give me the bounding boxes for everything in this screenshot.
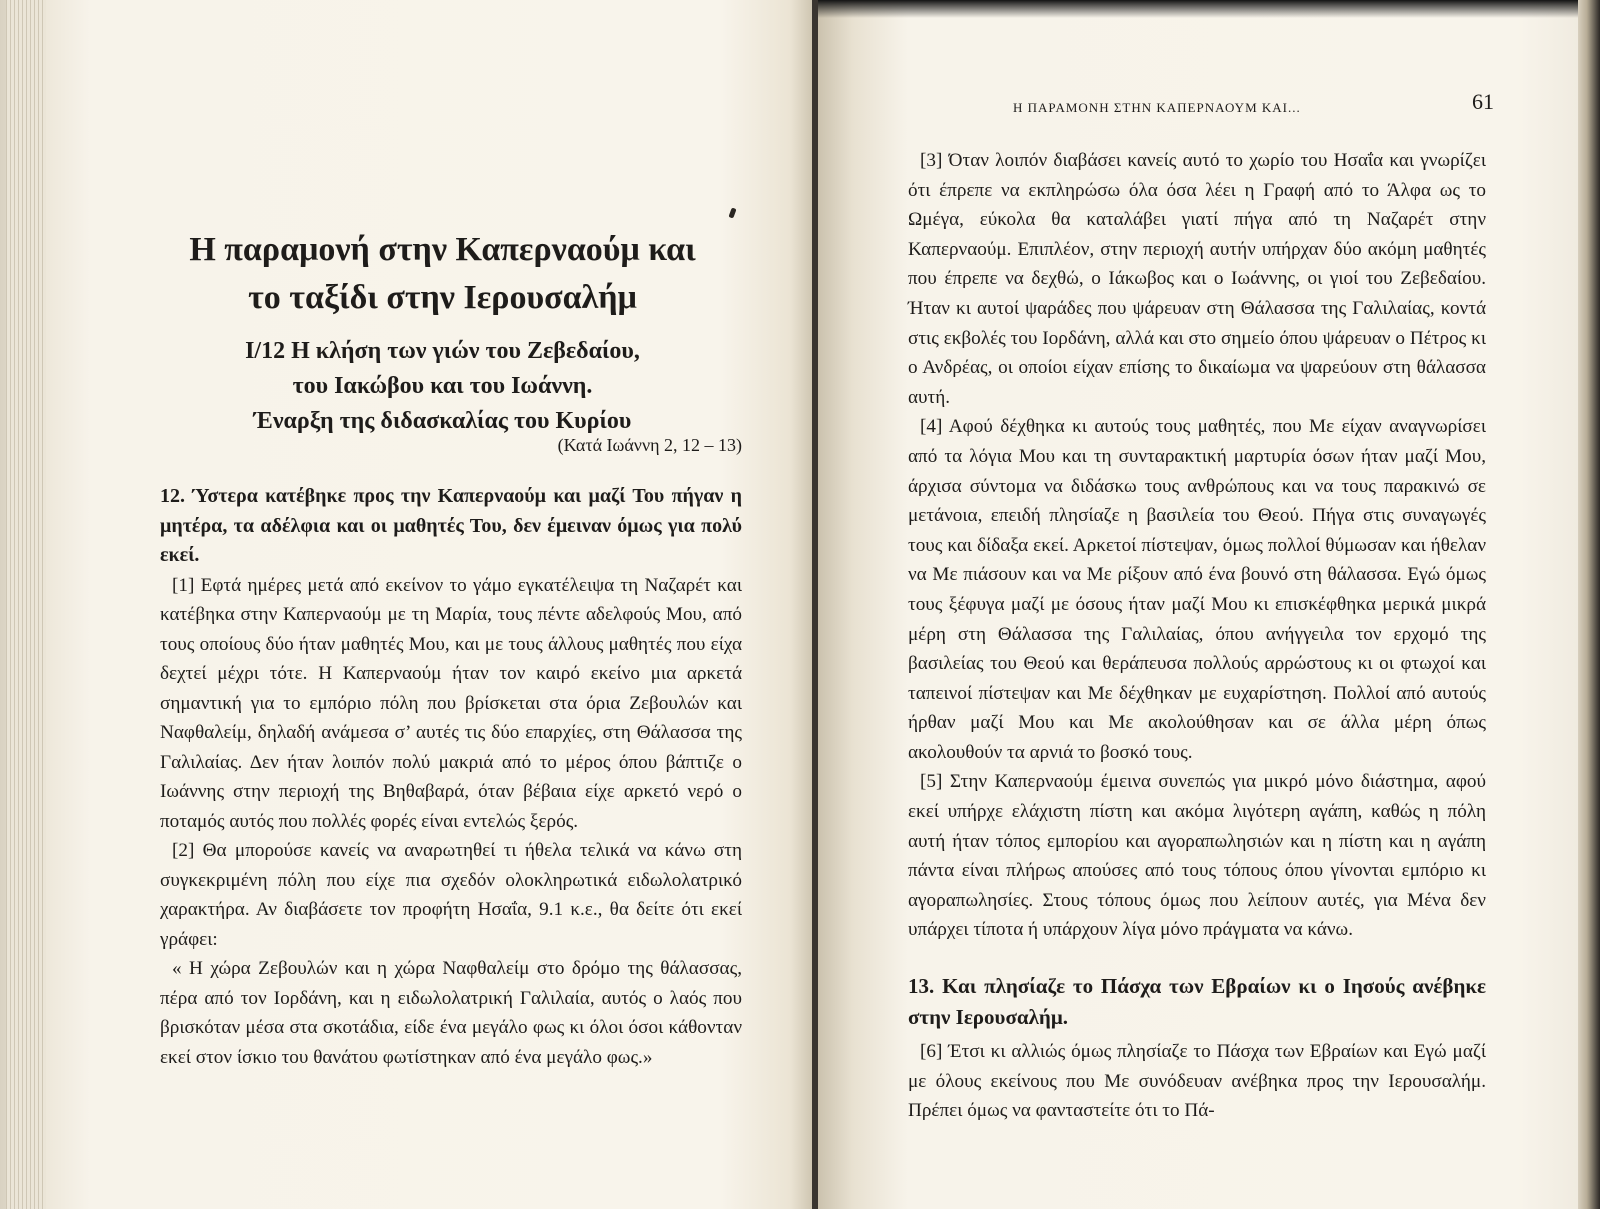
paragraph: [1] Εφτά ημέρες μετά από εκείνον το γάμο εγκατέλειψα τη Ναζαρέτ και κατέβηκα στην Καπερναούμ με τη Μαρία, τους πέντε αδελφούς Μου, από τους οποίους δύο ήταν μαθητές Μου, και με τους άλλους μαθητές που είχα δεχτεί μέχρι τότε. Η Καπερναούμ ήταν τον καιρό εκείνο μια αρκετά σημαντική για το εμπόριο πόλη που βρίσκεται στα όρια Ζεβουλών και Ναφθαλείμ, δηλαδή ανάμεσα σ’ αυτές τις δύο επαρχίες, στη Θάλασσα της Γαλιλαίας. Δεν ήταν λοιπόν πολύ μακριά από το μέρος όπου βάπτιζε ο Ιωάννης στην περιοχή της Βηθαβαρά, όταν βέβαια είχε αρκετό νερό ο ποταμός αυτός που πολλές φορές είναι εντελώς ξερός.: [160, 574, 742, 832]
left-page-body: [160, 482, 742, 1072]
right-page-body: [908, 146, 1486, 1126]
page-edge: [1578, 0, 1600, 1209]
ink-mark: [728, 207, 736, 218]
page-number: 61: [1472, 89, 1494, 114]
paragraph: [5] Στην Καπερναούμ έμεινα συνεπώς για μικρό μόνο διάστημα, αφού εκεί υπήρχε ελάχιστη πίστη και ακόμα λιγότερη αγάπη, καθώς η πόλη αυτή ήταν τόπος εμπορίου και αγοραπωλησιών και η πίστη και η αγάπη πάντα είναι πλήρως απούσες από τους τόπους όπου γίνονται εμπόριο κι αγοραπωλησίες. Στους τόπους όμως που λείπουν αυτές, για Μένα δεν υπάρχει τίποτα ή υπάρχουν λίγα μόνο πράγματα να κάνω.: [908, 771, 1486, 941]
section-title-line: Ι/12 Η κλήση των γιών του Ζεβεδαίου,: [245, 338, 640, 364]
verse-heading: 13. Και πλησίαζε το Πάσχα των Εβραίων κι ο Ιησούς ανέβηκε στην Ιερουσαλήμ.: [908, 974, 1486, 1030]
paragraph: [2] Θα μπορούσε κανείς να αναρωτηθεί τι ήθελα τελικά να κάνω στη συγκεκριμένη πόλη που είχε πια σχεδόν ολοκληρωτικά ειδωλολατρικό χαρακτήρα. Αν διαβάσετε τον προφήτη Ησαΐα, 9.1 κ.ε., θα δείτε ότι εκεί γράφει:: [160, 840, 742, 950]
running-head: Η ΠΑΡΑΜΟΝΗ ΣΤΗΝ ΚΑΠΕΡΝΑΟΥΜ ΚΑΙ...: [1013, 100, 1301, 115]
section-title-line: του Ιακώβου και του Ιωάννη.: [292, 373, 593, 399]
section-title: [150, 334, 735, 439]
quotation: « Η χώρα Ζεβουλών και η χώρα Ναφθαλείμ στο δρόμο της θάλασσας, πέρα από τον Ιορδάνη, και η ειδωλολατρική Γαλιλαία, αυτός ο λαός που βρισκόταν μέσα στα σκοτάδια, είδε ένα μεγάλο φως κι όλοι όσοι κάθονταν εκεί στον ίσκιο του θανάτου φωτίστηκαν από ένα μεγάλο φως.»: [160, 958, 742, 1068]
paragraph: [3] Όταν λοιπόν διαβάσει κανείς αυτό το χωρίο του Ησαΐα και γνωρίζει ότι έπρεπε να εκπληρώσω όλα όσα λέει η Γραφή από το Άλφα ως το Ωμέγα, εύκολα θα καταλάβει γιατί πήγα από τη Ναζαρέτ στην Καπερναούμ. Επιπλέον, στην περιοχή αυτήν υπήρχαν δύο ακόμη μαθητές που έπρεπε να δεχθώ, ο Ιάκωβος και ο Ιωάννης, οι γιοί του Ζεβεδαίου. Ήταν κι αυτοί ψαράδες που ψάρευαν στη Θάλασσα της Γαλιλαίας, κοντά στις εκβολές του Ιορδάνη, αλλά και στο σημείο όπου ψάρευαν ο Πέτρος κι ο Ανδρέας, οι οποίοι είχαν επίσης το δικαίωμα να ψαρεύουν στη θάλασσα αυτή.: [908, 150, 1486, 408]
scripture-reference: (Κατά Ιωάννη 2, 12 – 13): [557, 435, 742, 455]
chapter-title-line: Η παραμονή στην Καπερναούμ και: [189, 231, 696, 268]
chapter-title: [150, 226, 735, 322]
section-title-line: Έναρξη της διδασκαλίας του Κυρίου: [253, 408, 632, 434]
chapter-title-line: το ταξίδι στην Ιερουσαλήμ: [248, 279, 637, 316]
verse-lead: 12. Ύστερα κατέβηκε προς την Καπερναούμ και μαζί Του πήγαν η μητέρα, τα αδέλφια και οι μαθητές Του, δεν έμειναν όμως για πολύ εκεί.: [160, 485, 742, 566]
paragraph: [6] Έτσι κι αλλιώς όμως πλησίαζε το Πάσχα των Εβραίων και Εγώ μαζί με όλους εκείνους που Με συνόδευαν ανέβηκα προς την Ιερουσαλήμ. Πρέπει όμως να φανταστείτε ότι το Πά-: [908, 1041, 1486, 1122]
paragraph: [4] Αφού δέχθηκα κι αυτούς τους μαθητές, που Με είχαν αναγνωρίσει από τα λόγια Μου και τη συνταρακτική μαρτυρία όσων ήταν μαζί Μου, άρχισα σύντομα να διδάσκω τους ανθρώπους και να τους παρακινώ σε μετάνοια, επειδή πλησίαζε η βασιλεία του Θεού. Πήγα στις συναγωγές τους και δίδαξα εκεί. Αρκετοί πίστεψαν, όμως πολλοί θύμωσαν και ήθελαν να Με πιάσουν και να Με ρίξουν από ένα βουνό στη θάλασσα. Εγώ όμως τους ξέφυγα μαζί με όσους ήταν μαζί Μου κι επισκέφθηκα μερικά μικρά μέρη στη Θάλασσα της Γαλιλαίας, όπου ανήγγειλα τον ερχομό της βασιλείας του Θεού και θεράπευσα πολλούς αρρώστους κι οι φτωχοί και ταπεινοί πίστεψαν και Με δέχθηκαν με ευχαρίστηση. Πολλοί από αυτούς ήρθαν μαζί Μου και Με ακολούθησαν και σε άλλα μέρη όπως ακολουθούν τα αρνιά το βοσκό τους.: [908, 416, 1486, 763]
page-top-shadow: [818, 0, 1600, 18]
